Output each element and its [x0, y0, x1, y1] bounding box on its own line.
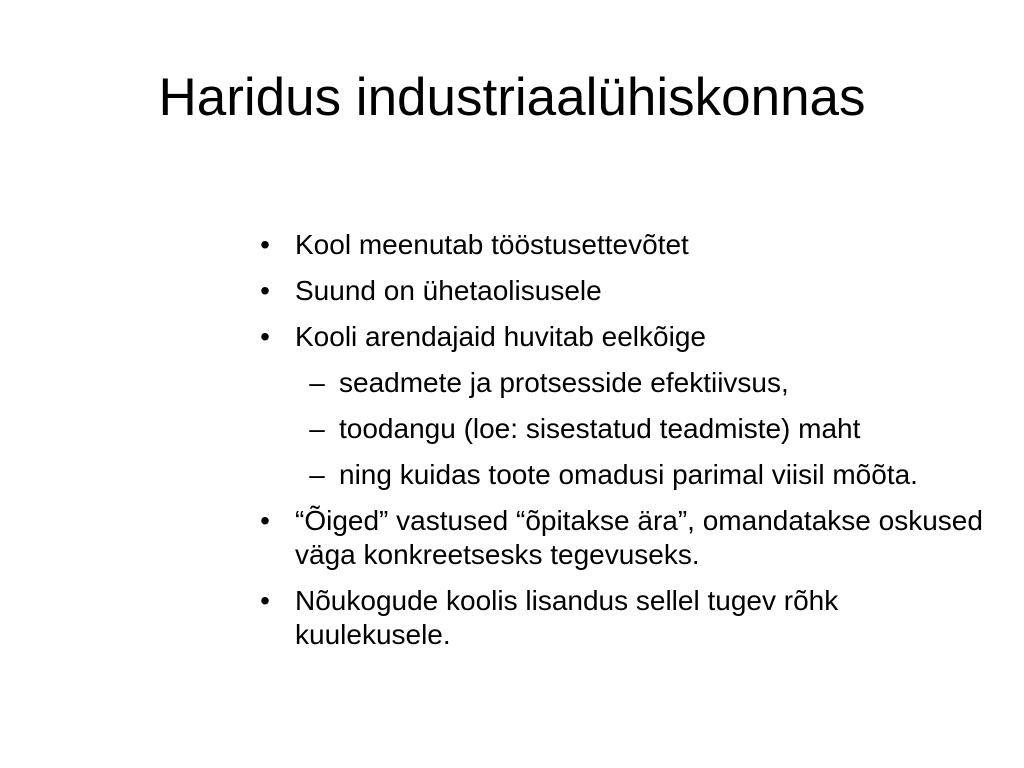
bullet-item — [253, 228, 993, 262]
bullet-list — [253, 228, 993, 652]
sub-bullet-marker: – — [309, 413, 325, 444]
sub-bullet-text: ning kuidas toote omadusi parimal viisil mõõta. — [339, 459, 918, 490]
bullet-text: Kool meenutab tööstusettevõtet — [295, 229, 689, 260]
sub-bullet-item — [305, 412, 993, 446]
sub-bullet-text: seadmete ja protsesside efektiivsus, — [339, 367, 789, 398]
bullet-marker: • — [260, 585, 270, 616]
slide-content — [253, 228, 993, 664]
bullet-marker: • — [260, 505, 270, 536]
bullet-item — [253, 584, 993, 652]
sub-bullet-marker: – — [309, 459, 325, 490]
bullet-item — [253, 274, 993, 308]
sub-bullet-item — [305, 458, 993, 492]
bullet-item — [253, 320, 993, 492]
sub-bullet-item — [305, 366, 993, 400]
sub-bullet-marker: – — [309, 367, 325, 398]
bullet-marker: • — [260, 229, 270, 260]
sub-bullet-list — [305, 366, 993, 492]
bullet-text: Suund on ühetaolisusele — [295, 275, 602, 306]
bullet-marker: • — [260, 275, 270, 306]
bullet-item — [253, 504, 993, 572]
bullet-text: Nõukogude koolis lisandus sellel tugev rõhk kuulekusele. — [295, 585, 839, 650]
bullet-marker: • — [260, 321, 270, 352]
sub-bullet-text: toodangu (loe: sisestatud teadmiste) maht — [339, 413, 861, 444]
bullet-text: Kooli arendajaid huvitab eelkõige — [295, 321, 706, 352]
bullet-text: “Õiged” vastused “õpitakse ära”, omandatakse oskused väga konkreetsesks tegevuseks. — [295, 505, 983, 570]
slide-title: Haridus industriaalühiskonnas — [158, 68, 866, 127]
